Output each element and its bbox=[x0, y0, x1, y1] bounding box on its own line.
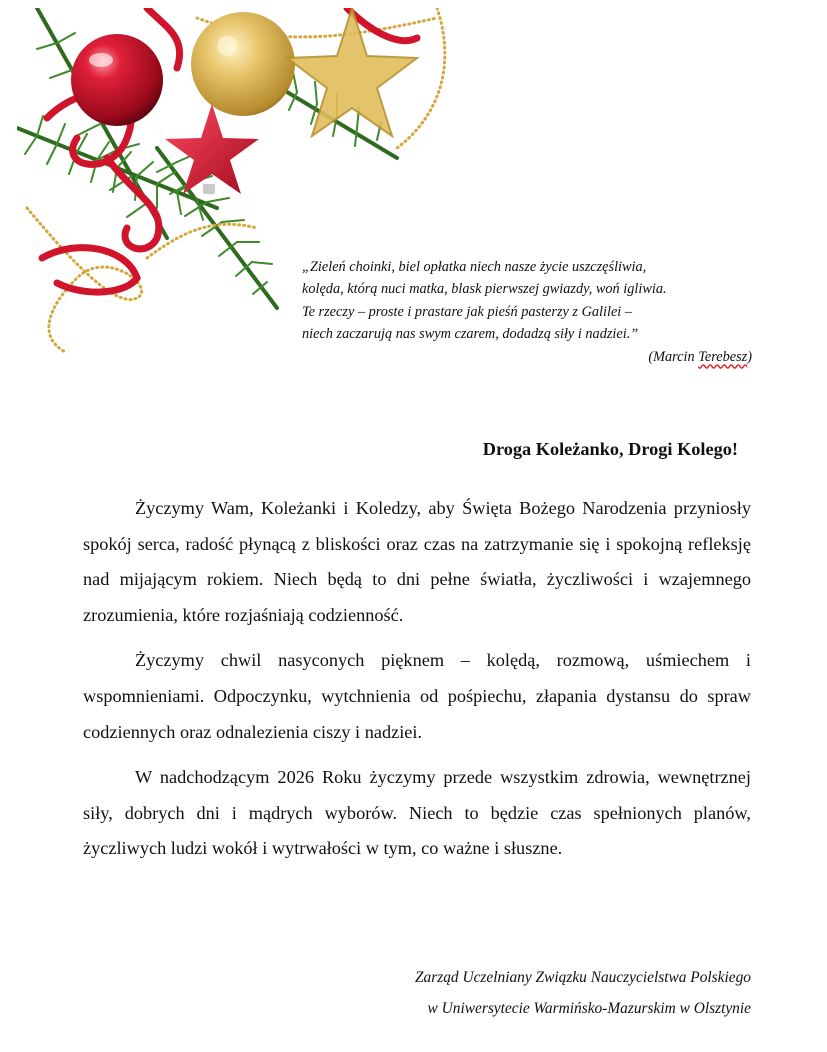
signature-line: Zarząd Uczelniany Związku Nauczycielstwa Polskiego bbox=[414, 969, 751, 986]
poem-author: (Marcin Terebesz) bbox=[648, 348, 752, 365]
greeting-heading: Droga Koleżanko, Drogi Kolego! bbox=[482, 439, 738, 459]
paragraph: Życzymy Wam, Koleżanki i Koledzy, aby Święta Bożego Narodzenia przyniosły spokój serca, radość płynącą z bliskości oraz czas na zatrzymanie się i spokojną refleksję nad mijającym rokiem. Niech będą to dni pełne światła, życzliwości i wzajemnego zrozumienia, które rozjaśniają codzienność. bbox=[83, 498, 751, 625]
poem-line: niech zaczarują nas swym czarem, dodadzą siły i nadziei.” bbox=[302, 326, 639, 343]
gold-bauble bbox=[191, 12, 295, 116]
signature-line: w Uniwersytecie Warmińsko-Mazurskim w Olsztynie bbox=[427, 1000, 751, 1017]
red-bauble bbox=[71, 34, 163, 126]
poem-line: Te rzeczy – proste i prastare jak pieśń pasterzy z Galilei – bbox=[302, 303, 633, 320]
signature-block bbox=[415, 962, 751, 1024]
poem-line: kolęda, którą nuci matka, blask pierwszej gwiazdy, woń igliwia. bbox=[302, 281, 667, 298]
spellcheck-underlined-word: Terebesz bbox=[698, 348, 748, 365]
paragraph: W nadchodzącym 2026 Roku życzymy przede wszystkim zdrowia, wewnętrznej siły, dobrych dni i mądrych wyborów. Niech to będzie czas spełnionych planów, życzliwych ludzi wokół i wytrwałości w tym, co ważne i słuszne. bbox=[83, 767, 751, 859]
letter-body bbox=[83, 491, 751, 877]
paragraph: Życzymy chwil nasyconych pięknem – kolędą, rozmową, uśmiechem i wspomnieniami. Odpoczynku, wytchnienia od pośpiechu, złapania dystansu do spraw codziennych oraz odnalezienia ciszy i nadziei. bbox=[83, 650, 751, 742]
poem-line: „Zieleń choinki, biel opłatka niech nasze życie uszczęśliwia, bbox=[302, 259, 647, 275]
poem-quote bbox=[302, 256, 754, 368]
gold-glitter-star bbox=[287, 8, 417, 136]
